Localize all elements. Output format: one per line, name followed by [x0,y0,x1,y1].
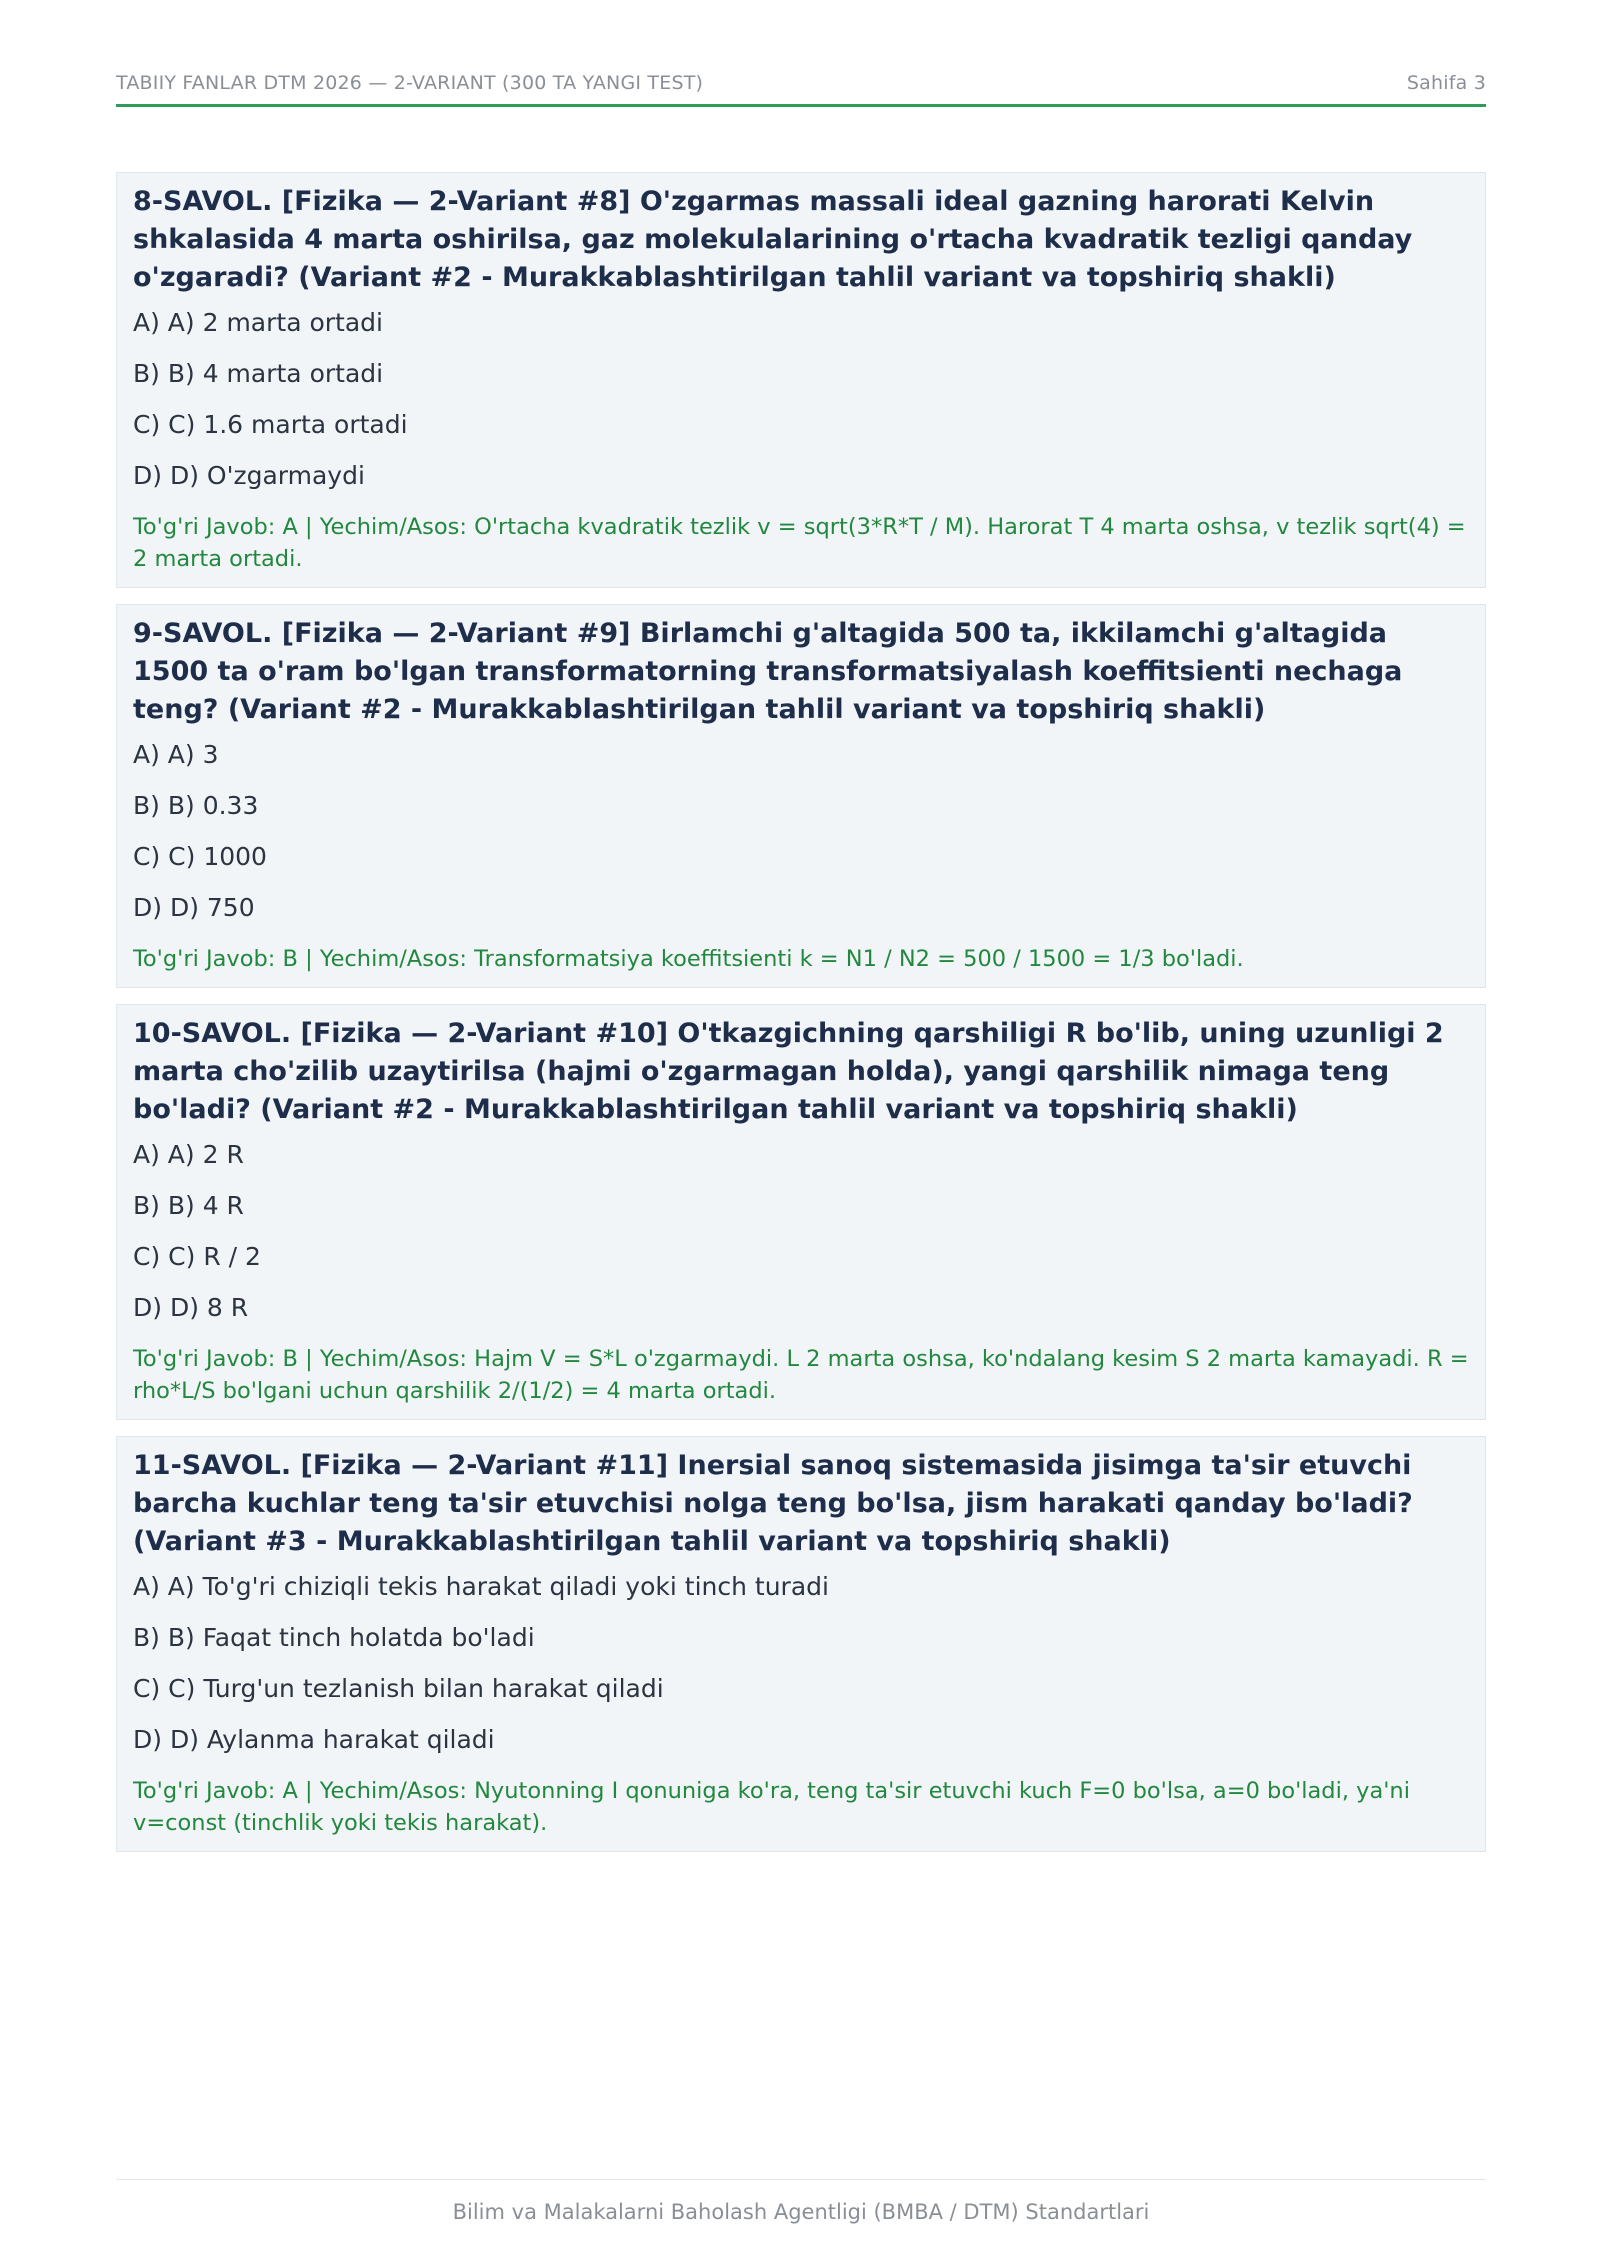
question-list [116,172,1486,1868]
answer-explanation: To'g'ri Javob: B | Yechim/Asos: Hajm V = S*L o'zgarmaydi. L 2 marta oshsa, ko'ndalang kesim S 2 marta kamayadi. R = rho*L/S bo'lgani uchun qarshilik 2/(1/2) = 4 marta ortadi. [133,1346,1469,1404]
option-c[interactable]: C) C) Turg'un tezlanish bilan harakat qiladi [133,1674,664,1703]
page-number: Sahifa 3 [1406,72,1486,94]
page-header [116,72,1486,107]
question-card [116,604,1486,988]
option-d[interactable]: D) D) 8 R [133,1293,249,1322]
question-title: 10-SAVOL. [Fizika — 2-Variant #10] O'tkazgichning qarshiligi R bo'lib, uning uzunligi 2 marta cho'zilib uzaytirilsa (hajmi o'zgarmagan holda), yangi qarshilik nimaga teng bo'ladi? (Variant #2 - Murakkablashtirilgan tahlil variant va topshiriq shakli) [133,1018,1444,1125]
option-c[interactable]: C) C) R / 2 [133,1242,261,1271]
question-title: 9-SAVOL. [Fizika — 2-Variant #9] Birlamchi g'altagida 500 ta, ikkilamchi g'altagida 1500 ta o'ram bo'lgan transformatorning transformatsiyalash koeffitsienti nechaga teng? (Variant #2 - Murakkablashtirilgan tahlil variant va topshiriq shakli) [133,618,1403,725]
option-a[interactable]: A) A) 2 R [133,1140,244,1169]
document-title: TABIIY FANLAR DTM 2026 — 2-VARIANT (300 TA YANGI TEST) [116,72,704,94]
option-b[interactable]: B) B) Faqat tinch holatda bo'ladi [133,1623,535,1652]
option-b[interactable]: B) B) 0.33 [133,791,259,820]
option-d[interactable]: D) D) 750 [133,893,255,922]
option-a[interactable]: A) A) 2 marta ortadi [133,308,383,337]
question-card [116,1436,1486,1852]
option-a[interactable]: A) A) To'g'ri chiziqli tekis harakat qiladi yoki tinch turadi [133,1572,829,1601]
question-title: 8-SAVOL. [Fizika — 2-Variant #8] O'zgarmas massali ideal gazning harorati Kelvin shkalasida 4 marta oshirilsa, gaz molekulalarining o'rtacha kvadratik tezligi qanday o'zgaradi? (Variant #2 - Murakkablashtirilgan tahlil variant va topshiriq shakli) [133,186,1413,293]
footer-text: Bilim va Malakalarni Baholash Agentligi (BMBA / DTM) Standartlari [452,2200,1150,2224]
answer-explanation: To'g'ri Javob: A | Yechim/Asos: Nyutonning I qonuniga ko'ra, teng ta'sir etuvchi kuch F=0 bo'lsa, a=0 bo'ladi, ya'ni v=const (tinchlik yoki tekis harakat). [133,1778,1410,1836]
option-c[interactable]: C) C) 1.6 marta ortadi [133,410,408,439]
option-c[interactable]: C) C) 1000 [133,842,267,871]
answer-explanation: To'g'ri Javob: B | Yechim/Asos: Transformatsiya koeffitsienti k = N1 / N2 = 500 / 1500 = 1/3 bo'ladi. [133,946,1244,972]
question-card [116,1004,1486,1420]
option-a[interactable]: A) A) 3 [133,740,219,769]
option-d[interactable]: D) D) Aylanma harakat qiladi [133,1725,495,1754]
question-card [116,172,1486,588]
page-footer [116,2179,1486,2224]
option-b[interactable]: B) B) 4 R [133,1191,244,1220]
option-d[interactable]: D) D) O'zgarmaydi [133,461,365,490]
option-b[interactable]: B) B) 4 marta ortadi [133,359,384,388]
question-title: 11-SAVOL. [Fizika — 2-Variant #11] Inersial sanoq sistemasida jisimga ta'sir etuvchi barcha kuchlar teng ta'sir etuvchisi nolga teng bo'lsa, jism harakati qanday bo'ladi? (Variant #3 - Murakkablashtirilgan tahlil variant va topshiriq shakli) [133,1450,1413,1557]
answer-explanation: To'g'ri Javob: A | Yechim/Asos: O'rtacha kvadratik tezlik v = sqrt(3*R*T / M). Harorat T 4 marta oshsa, v tezlik sqrt(4) = 2 marta ortadi. [133,514,1466,572]
